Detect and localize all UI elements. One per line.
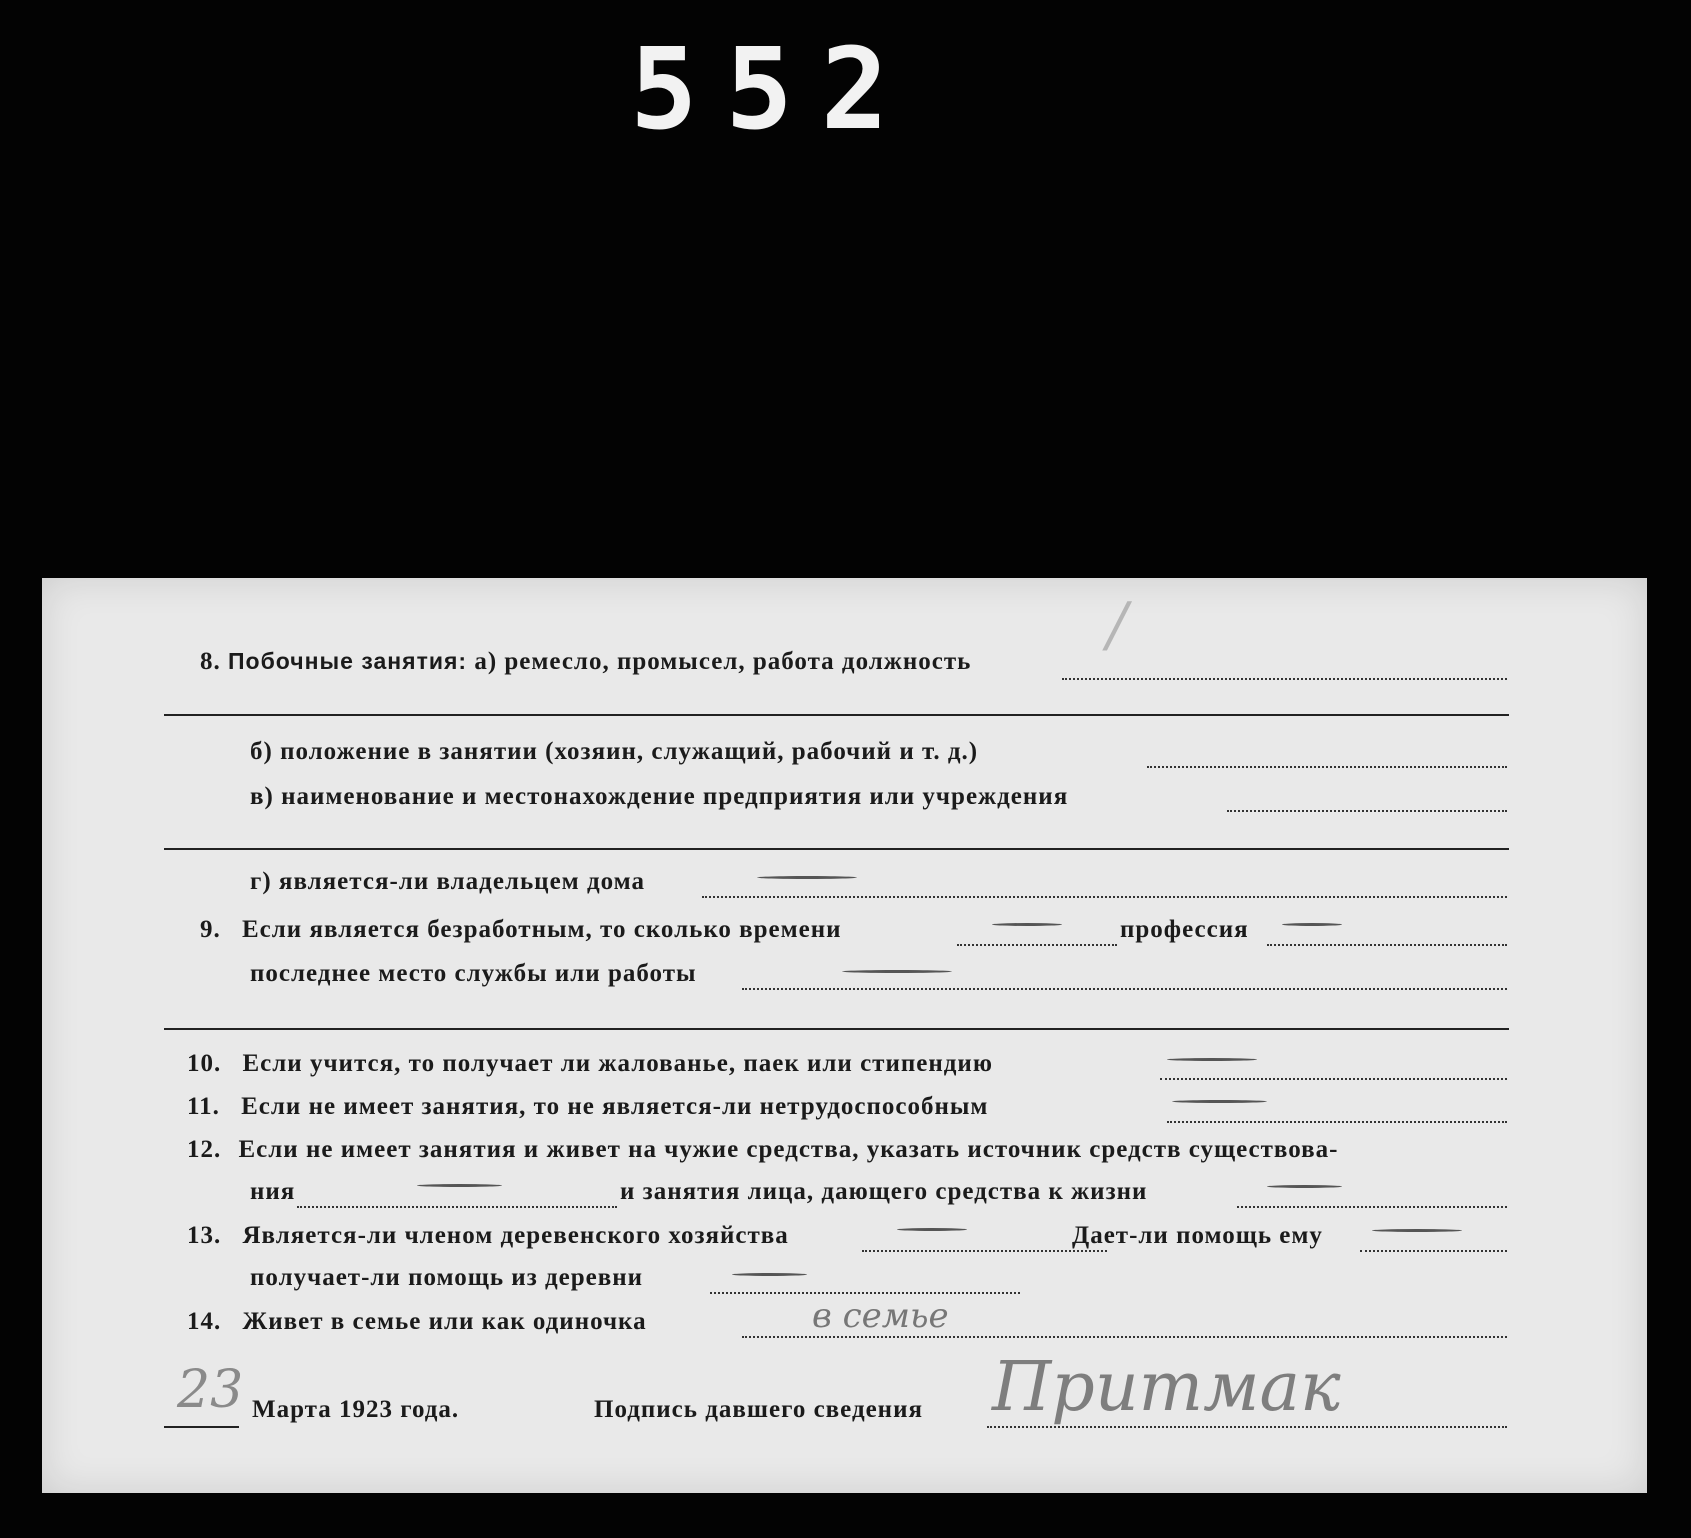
q8-continuation-line <box>164 714 1509 716</box>
q9-profession-line <box>1267 944 1507 946</box>
q13-help-label: Дает-ли помощь ему <box>1072 1222 1323 1249</box>
footer-signature-label: Подпись давшего сведения <box>594 1396 924 1423</box>
q14-answer-line <box>742 1336 1507 1338</box>
q9-duration-dash-mark <box>992 923 1062 926</box>
q8-c-line: в) наименование и местонахождение предприятия или учреждения <box>250 783 1069 810</box>
q8-b-line: б) положение в занятии (хозяин, служащий, рабочий и т. д.) <box>250 738 979 765</box>
q9-last-place-dash-mark <box>842 970 952 973</box>
footer-date-text: Марта 1923 года. <box>252 1396 460 1423</box>
q9-last-place-label: последнее место службы или работы <box>250 960 697 987</box>
q13-receives-line <box>710 1292 1020 1294</box>
census-card <box>42 578 1647 1493</box>
q8-b-answer-line <box>1147 766 1507 768</box>
q9-duration-line <box>957 944 1117 946</box>
q10-dash-mark <box>1167 1058 1257 1061</box>
q8-heading: Побочные занятия: <box>228 648 468 674</box>
q8-c-continuation-line <box>164 848 1509 850</box>
q13-receives-dash-mark <box>732 1273 807 1276</box>
q13-number: 13. <box>187 1222 222 1249</box>
q9-continuation-line <box>164 1028 1509 1030</box>
q10-number: 10. <box>187 1050 222 1077</box>
q13-text: Является-ли членом деревенского хозяйства <box>242 1222 789 1249</box>
q8-line <box>200 648 971 676</box>
footer-signature: Притмак <box>992 1348 1341 1427</box>
q12-source-dash-mark <box>417 1184 502 1187</box>
q13-help-line <box>1360 1250 1507 1252</box>
q9-profession-dash-mark <box>1282 923 1342 926</box>
q12-cont-label: ния <box>250 1178 296 1205</box>
q12-person-dash-mark <box>1267 1185 1342 1188</box>
q9-line <box>200 916 842 944</box>
q10-line <box>187 1050 993 1078</box>
q9-profession-label: профессия <box>1120 916 1249 943</box>
q11-answer-line <box>1167 1121 1507 1123</box>
q9-last-place-line <box>742 988 1507 990</box>
q8-a-label: а) ремесло, промысел, работа должность <box>474 648 972 675</box>
q13-member-dash-mark <box>897 1228 967 1231</box>
q12-source-line <box>297 1206 617 1208</box>
q13-member-line <box>862 1250 1107 1252</box>
q10-answer-line <box>1160 1078 1507 1080</box>
q13-help-dash-mark <box>1372 1229 1462 1232</box>
q14-handwritten-answer: в семье <box>812 1296 949 1336</box>
q11-dash-mark <box>1172 1100 1267 1103</box>
q8-d-answer-line <box>702 896 1507 898</box>
q9-number: 9. <box>200 916 221 943</box>
q13-line <box>187 1222 789 1250</box>
q11-number: 11. <box>187 1093 220 1120</box>
q12-cont2-label: и занятия лица, дающего средства к жизни <box>620 1178 1148 1205</box>
frame-number: 552 <box>630 25 917 155</box>
q12-text: Если не имеет занятия и живет на чужие средства, указать источник средств существова- <box>238 1136 1339 1163</box>
q13-receives-label: получает-ли помощь из деревни <box>250 1264 644 1291</box>
q8-d-line: г) является-ли владельцем дома <box>250 868 645 895</box>
footer-day-line <box>164 1426 239 1428</box>
q11-text: Если не имеет занятия, то не является-ли нетрудоспособным <box>241 1093 989 1120</box>
bleed-through-mark: / <box>1107 590 1128 660</box>
q14-number: 14. <box>187 1308 222 1335</box>
q8-a-answer-line <box>1062 678 1507 680</box>
q14-text: Живет в семье или как одиночка <box>242 1308 647 1335</box>
q11-line <box>187 1093 988 1121</box>
q8-d-dash-mark <box>757 876 857 879</box>
footer-day: 23 <box>177 1360 244 1420</box>
q9-text: Если является безработным, то сколько времени <box>242 916 842 943</box>
q8-c-answer-line <box>1227 810 1507 812</box>
q12-person-line <box>1237 1206 1507 1208</box>
q8-number: 8. <box>200 648 221 675</box>
q12-line <box>187 1136 1338 1164</box>
q14-line <box>187 1308 647 1336</box>
q10-text: Если учится, то получает ли жалованье, паек или стипендию <box>242 1050 993 1077</box>
q12-number: 12. <box>187 1136 222 1163</box>
